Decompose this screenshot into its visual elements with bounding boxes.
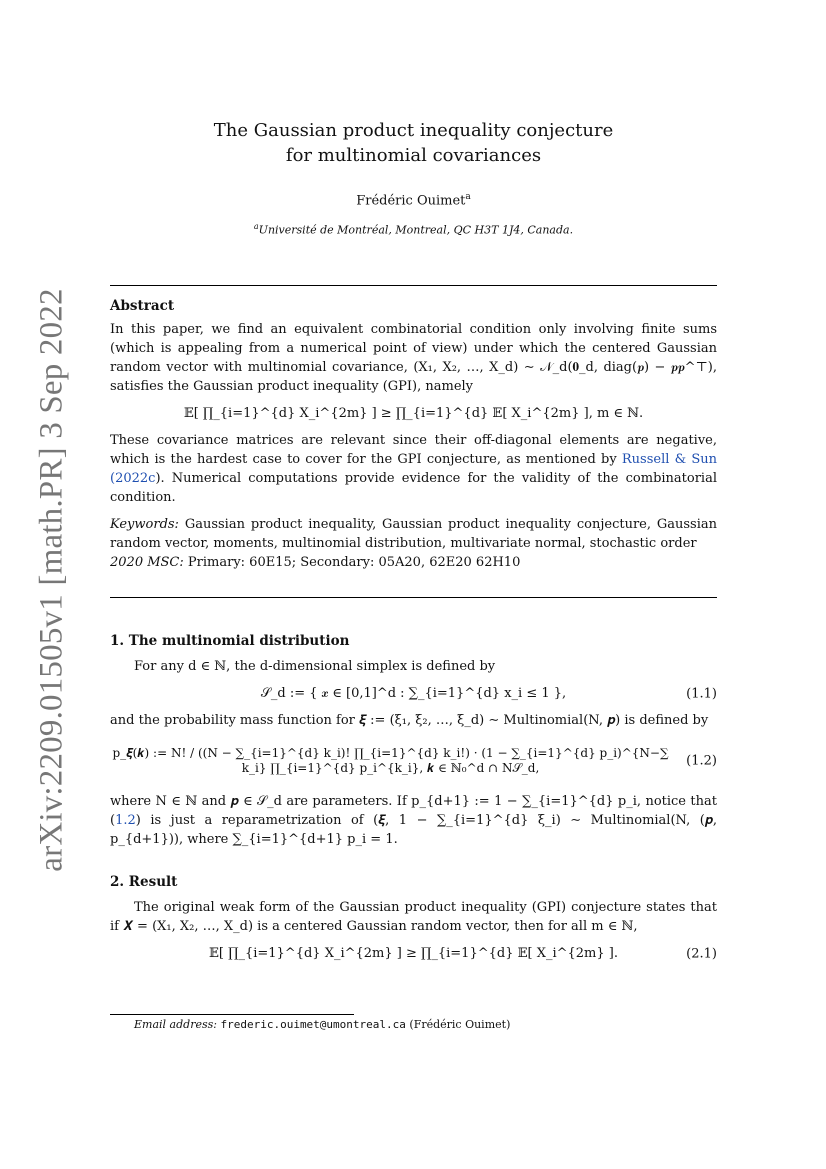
abstract-bottom-rule: [110, 597, 717, 598]
footnote-rule: [110, 1014, 354, 1015]
msc-text: Primary: 60E15; Secondary: 05A20, 62E20 62H10: [187, 555, 521, 570]
equation-ref-1-2[interactable]: 1.2: [115, 813, 136, 828]
section-1-paragraph-1: For any d ∈ ℕ, the d-dimensional simplex is defined by: [134, 659, 496, 674]
abstract-heading: Abstract: [110, 298, 175, 314]
section-2-paragraph-1: The original weak form of the Gaussian product inequality (GPI) conjecture states that if 𝑿 = (X₁, X₂, …, X_d) is a centered Gaussian random vector, then for all m ∈ ℕ,: [110, 900, 717, 934]
affiliation-mark: a: [253, 222, 259, 231]
equation-1-1-body: 𝒮_d := { 𝒙 ∈ [0,1]^d : ∑_{i=1}^{d} x_i ≤ 1 },: [260, 686, 567, 701]
equation-2-1-number: (2.1): [686, 946, 717, 961]
abstract-block: [110, 298, 717, 572]
equation-1-2-body: p_𝝃(𝒌) := N! / ((N − ∑_{i=1}^{d} k_i)! ∏_{i=1}^{d} k_i!) · (1 − ∑_{i=1}^{d} p_i)^{N−∑ k_i} ∏_{i=1}^{d} p_i^{k_i}, 𝒌 ∈ ℕ₀^d ∩ N𝒮_d,: [112, 746, 669, 775]
section-1-p3-tail: ) is just a reparametrization of (𝝃, 1 − ∑_{i=1}^{d} ξ_i) ∼ Multinomial(N, (𝒑, p_{d+1})), where ∑_{i=1}^{d+1} p_i = 1.: [110, 813, 717, 847]
section-1: [110, 633, 717, 849]
footnote-author-name: (Frédéric Ouimet): [409, 1018, 511, 1031]
abstract-top-rule: [110, 285, 717, 286]
affiliation-line: [110, 222, 717, 237]
abstract-p2-text: These covariance matrices are relevant since their off-diagonal elements are negative, which is the hardest case to cover for the GPI conjecture, as mentioned by: [110, 433, 717, 467]
author-name: Frédéric Ouimet: [356, 193, 466, 209]
equation-1-1-number: (1.1): [686, 686, 717, 701]
section-1-p3-text: where N ∈ ℕ and 𝒑 ∈ 𝒮_d are parameters. If p_{d+1} := 1 − ∑_{i=1}^{d} p_i, notice that (: [110, 794, 717, 828]
affiliation-text: Université de Montréal, Montreal, QC H3T 1J4, Canada.: [258, 223, 574, 237]
abstract-paragraph-1: In this paper, we find an equivalent combinatorial condition only involving finite sums (which is appealing from a numerical point of view) under which the centered Gaussian random vector with multinomial covariance, (X₁, X₂, …, X_d) ∼ 𝒩_d(𝟎_d, diag(𝒑) − 𝒑𝒑^⊤), satisfies the Gaussian product inequality (GPI), namely: [110, 322, 717, 394]
author-email-link[interactable]: frederic.ouimet@umontreal.ca: [220, 1018, 406, 1031]
footnote-email: [134, 1018, 510, 1031]
abstract-paragraph-2: [110, 431, 717, 507]
title-line-1: The Gaussian product inequality conjecture: [213, 120, 614, 141]
msc-line: [110, 553, 717, 572]
keywords-text: Gaussian product inequality, Gaussian product inequality conjecture, Gaussian random vector, moments, multinomial distribution, multivariate normal, stochastic order: [110, 517, 718, 551]
citation-russell-sun[interactable]: Russell & Sun (2022c: [110, 452, 718, 486]
section-1-paragraph-3: [110, 792, 717, 849]
title-line-2: for multinomial covariances: [285, 145, 542, 166]
section-2-heading: 2. Result: [110, 874, 178, 890]
equation-1-2-number: (1.2): [686, 753, 717, 769]
msc-label: 2020 MSC:: [110, 555, 184, 570]
equation-1-1: [110, 686, 717, 701]
paper-title: [110, 118, 717, 168]
section-1-paragraph-2: and the probability mass function for 𝝃 := (ξ₁, ξ₂, …, ξ_d) ∼ Multinomial(N, 𝒑) is defined by: [110, 713, 709, 728]
citation-year[interactable]: 2022c: [115, 471, 156, 486]
footnote-email-label: Email address:: [134, 1018, 217, 1031]
arxiv-identifier-stamp: arXiv:2209.01505v1 [math.PR] 3 Sep 2022: [33, 288, 70, 872]
author-affiliation-mark: a: [465, 192, 471, 202]
paper-page: [110, 0, 717, 1169]
abstract-display-equation: 𝔼[ ∏_{i=1}^{d} X_i^{2m} ] ≥ ∏_{i=1}^{d} 𝔼[ X_i^{2m} ], m ∈ ℕ.: [183, 406, 644, 421]
abstract-p2-tail: ). Numerical computations provide evidence for the validity of the combinatorial condition.: [110, 471, 717, 505]
section-1-heading: 1. The multinomial distribution: [110, 633, 350, 649]
citation-authors[interactable]: Russell & Sun: [621, 452, 718, 467]
section-2: [110, 874, 717, 971]
equation-2-1-body: 𝔼[ ∏_{i=1}^{d} X_i^{2m} ] ≥ ∏_{i=1}^{d} 𝔼[ X_i^{2m} ].: [208, 946, 618, 961]
keywords-label: Keywords:: [110, 517, 179, 532]
equation-1-2: [110, 746, 717, 776]
author-line: [110, 192, 717, 208]
equation-2-1: [110, 946, 717, 961]
keywords-line: [110, 515, 717, 553]
